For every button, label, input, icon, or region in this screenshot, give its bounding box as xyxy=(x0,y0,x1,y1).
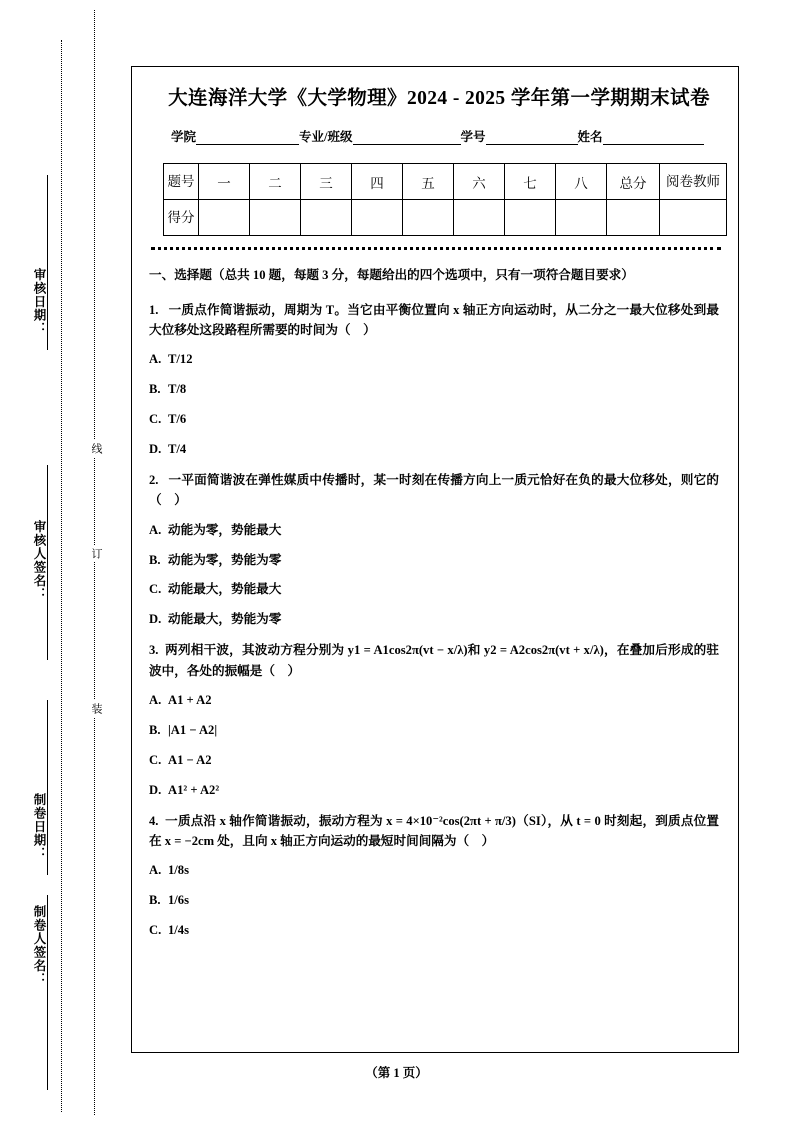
question-1-option-d[interactable] xyxy=(149,440,719,459)
question-3 xyxy=(149,640,719,799)
field-major-class xyxy=(299,127,460,145)
score-col-5: 五 xyxy=(403,164,454,200)
score-table-value-row xyxy=(164,200,727,236)
question-2-option-b[interactable] xyxy=(149,551,719,570)
question-2-option-b-letter: B. xyxy=(149,552,161,567)
score-col-teacher: 阅卷教师 xyxy=(660,164,727,200)
section-heading-1: 一、选择题（总共 10 题，每题 3 分，每题给出的四个选项中，只有一项符合题目要求） xyxy=(149,268,634,282)
question-3-option-c-letter: C. xyxy=(149,752,162,767)
score-col-7: 七 xyxy=(505,164,556,200)
question-2 xyxy=(149,470,719,629)
score-cell-2[interactable] xyxy=(250,200,301,236)
question-1-option-c-letter: C. xyxy=(149,412,162,427)
field-name-label: 姓名 xyxy=(577,130,603,144)
field-name xyxy=(578,127,704,145)
question-4-option-c-letter: C. xyxy=(149,923,162,938)
question-1-option-b-text: T/8 xyxy=(168,382,187,397)
question-2-option-d[interactable] xyxy=(149,610,719,629)
question-3-option-c[interactable] xyxy=(149,751,719,770)
question-4-text: 一质点沿 x 轴作简谐振动，振动方程为 x = 4×10⁻²cos(2πt + π/3)（SI），从 t = 0 时刻起，到质点位置在 x = −2cm 处，且向 x 轴正方向运动的最短时间间隔为（ ） xyxy=(149,813,720,848)
binding-char-assemble: 装 xyxy=(88,700,104,717)
question-2-option-a-letter: A. xyxy=(149,522,162,537)
question-2-number: 2. xyxy=(149,472,159,487)
question-2-stem xyxy=(149,470,719,511)
question-4-option-a-letter: A. xyxy=(149,863,162,878)
field-name-input[interactable] xyxy=(603,131,704,145)
margin-label-preparer-signature: 制卷人签名： xyxy=(32,905,46,986)
margin-label-review-date: 审核日期： xyxy=(32,268,46,336)
question-3-option-a-letter: A. xyxy=(149,692,162,707)
question-4 xyxy=(149,811,719,940)
score-col-total: 总分 xyxy=(607,164,660,200)
score-table xyxy=(163,163,727,236)
question-1-option-d-text: T/4 xyxy=(168,441,187,456)
binding-char-line: 线 xyxy=(88,440,104,457)
question-2-option-d-letter: D. xyxy=(149,612,162,627)
margin-label-prepare-date: 制卷日期： xyxy=(32,793,46,861)
question-4-option-a[interactable] xyxy=(149,861,719,880)
question-3-option-a[interactable] xyxy=(149,691,719,710)
field-college-label: 学院 xyxy=(171,130,197,144)
question-4-option-a-text: 1/8s xyxy=(168,863,189,878)
score-col-8: 八 xyxy=(556,164,607,200)
page-footer: （第 1 页） xyxy=(365,1066,428,1080)
score-col-4: 四 xyxy=(352,164,403,200)
question-3-text: 两列相干波，其波动方程分别为 y1 = A1cos2π(vt − x/λ)和 y2 = A2cos2π(vt + x/λ)，在叠加后形成的驻波中，各处的振幅是（ ） xyxy=(149,643,720,678)
score-col-2: 二 xyxy=(250,164,301,200)
binding-char-bind: 订 xyxy=(88,545,104,562)
question-3-option-d-text: A1² + A2² xyxy=(168,782,220,797)
question-2-option-c[interactable] xyxy=(149,580,719,599)
score-cell-4[interactable] xyxy=(352,200,403,236)
question-1-number: 1. xyxy=(149,302,159,317)
question-2-option-c-letter: C. xyxy=(149,582,162,597)
question-content xyxy=(149,266,719,940)
score-table-header-row xyxy=(164,164,727,200)
score-cell-7[interactable] xyxy=(505,200,556,236)
score-col-6: 六 xyxy=(454,164,505,200)
score-col-1: 一 xyxy=(199,164,250,200)
binding-dotted-line-outer xyxy=(61,40,62,1112)
left-binding-margin xyxy=(0,0,130,1122)
question-3-option-c-text: A1 − A2 xyxy=(168,752,212,767)
binding-dotted-line-inner xyxy=(94,10,95,1115)
score-cell-3[interactable] xyxy=(301,200,352,236)
question-3-option-b[interactable] xyxy=(149,721,719,740)
score-cell-5[interactable] xyxy=(403,200,454,236)
field-student-id-input[interactable] xyxy=(486,131,578,145)
question-1-option-b-letter: B. xyxy=(149,382,161,397)
score-cell-1[interactable] xyxy=(199,200,250,236)
question-1-text: 一质点作简谐振动，周期为 T。当它由平衡位置向 x 轴正方向运动时，从二分之一最大位移处到最大位移处这段路程所需要的时间为（ ） xyxy=(149,302,719,337)
question-3-number: 3. xyxy=(149,643,159,658)
question-1-option-d-letter: D. xyxy=(149,441,162,456)
student-identity-row xyxy=(149,127,729,145)
question-4-option-c-text: 1/4s xyxy=(168,923,189,938)
field-student-id-label: 学号 xyxy=(460,130,486,144)
question-4-stem xyxy=(149,811,719,852)
field-college xyxy=(171,127,299,145)
question-3-option-a-text: A1 + A2 xyxy=(168,692,212,707)
field-major-class-input[interactable] xyxy=(353,131,461,145)
score-cell-teacher[interactable] xyxy=(660,200,727,236)
question-4-option-b[interactable] xyxy=(149,891,719,910)
exam-paper-body xyxy=(149,66,729,1053)
question-1-option-c[interactable] xyxy=(149,410,719,429)
question-1 xyxy=(149,300,719,459)
question-1-option-a-text: T/12 xyxy=(168,352,193,367)
row-header-score: 得分 xyxy=(164,200,199,236)
row-header-question-number: 题号 xyxy=(164,164,199,200)
question-2-option-a[interactable] xyxy=(149,521,719,540)
question-3-option-b-text: |A1 − A2| xyxy=(168,722,218,737)
question-2-option-c-text: 动能最大，势能最大 xyxy=(168,582,282,597)
score-cell-6[interactable] xyxy=(454,200,505,236)
score-cell-total[interactable] xyxy=(607,200,660,236)
question-4-option-c[interactable] xyxy=(149,921,719,940)
question-1-option-c-text: T/6 xyxy=(168,412,187,427)
question-1-stem xyxy=(149,300,719,341)
question-3-option-d-letter: D. xyxy=(149,782,162,797)
margin-label-reviewer-signature: 审核人签名： xyxy=(32,520,46,601)
question-3-option-d[interactable] xyxy=(149,781,719,800)
score-col-3: 三 xyxy=(301,164,352,200)
field-major-class-label: 专业/班级 xyxy=(299,130,353,144)
field-college-input[interactable] xyxy=(196,131,299,145)
question-2-option-a-text: 动能为零，势能最大 xyxy=(168,522,282,537)
question-2-option-b-text: 动能为零，势能为零 xyxy=(168,552,282,567)
score-cell-8[interactable] xyxy=(556,200,607,236)
question-4-option-b-text: 1/6s xyxy=(168,893,189,908)
question-1-option-b[interactable] xyxy=(149,380,719,399)
question-3-option-b-letter: B. xyxy=(149,722,161,737)
question-2-option-d-text: 动能最大，势能为零 xyxy=(168,612,282,627)
section-divider xyxy=(151,247,721,250)
field-student-id xyxy=(461,127,578,145)
question-3-stem xyxy=(149,640,719,681)
question-4-number: 4. xyxy=(149,813,159,828)
question-4-option-b-letter: B. xyxy=(149,893,161,908)
question-1-option-a[interactable] xyxy=(149,350,719,369)
page-title: 大连海洋大学《大学物理》2024 - 2025 学年第一学期期末试卷 xyxy=(168,88,710,109)
question-2-text: 一平面简谐波在弹性媒质中传播时，某一时刻在传播方向上一质元恰好在负的最大位移处，则它的（ ） xyxy=(149,472,720,508)
question-1-option-a-letter: A. xyxy=(149,352,162,367)
